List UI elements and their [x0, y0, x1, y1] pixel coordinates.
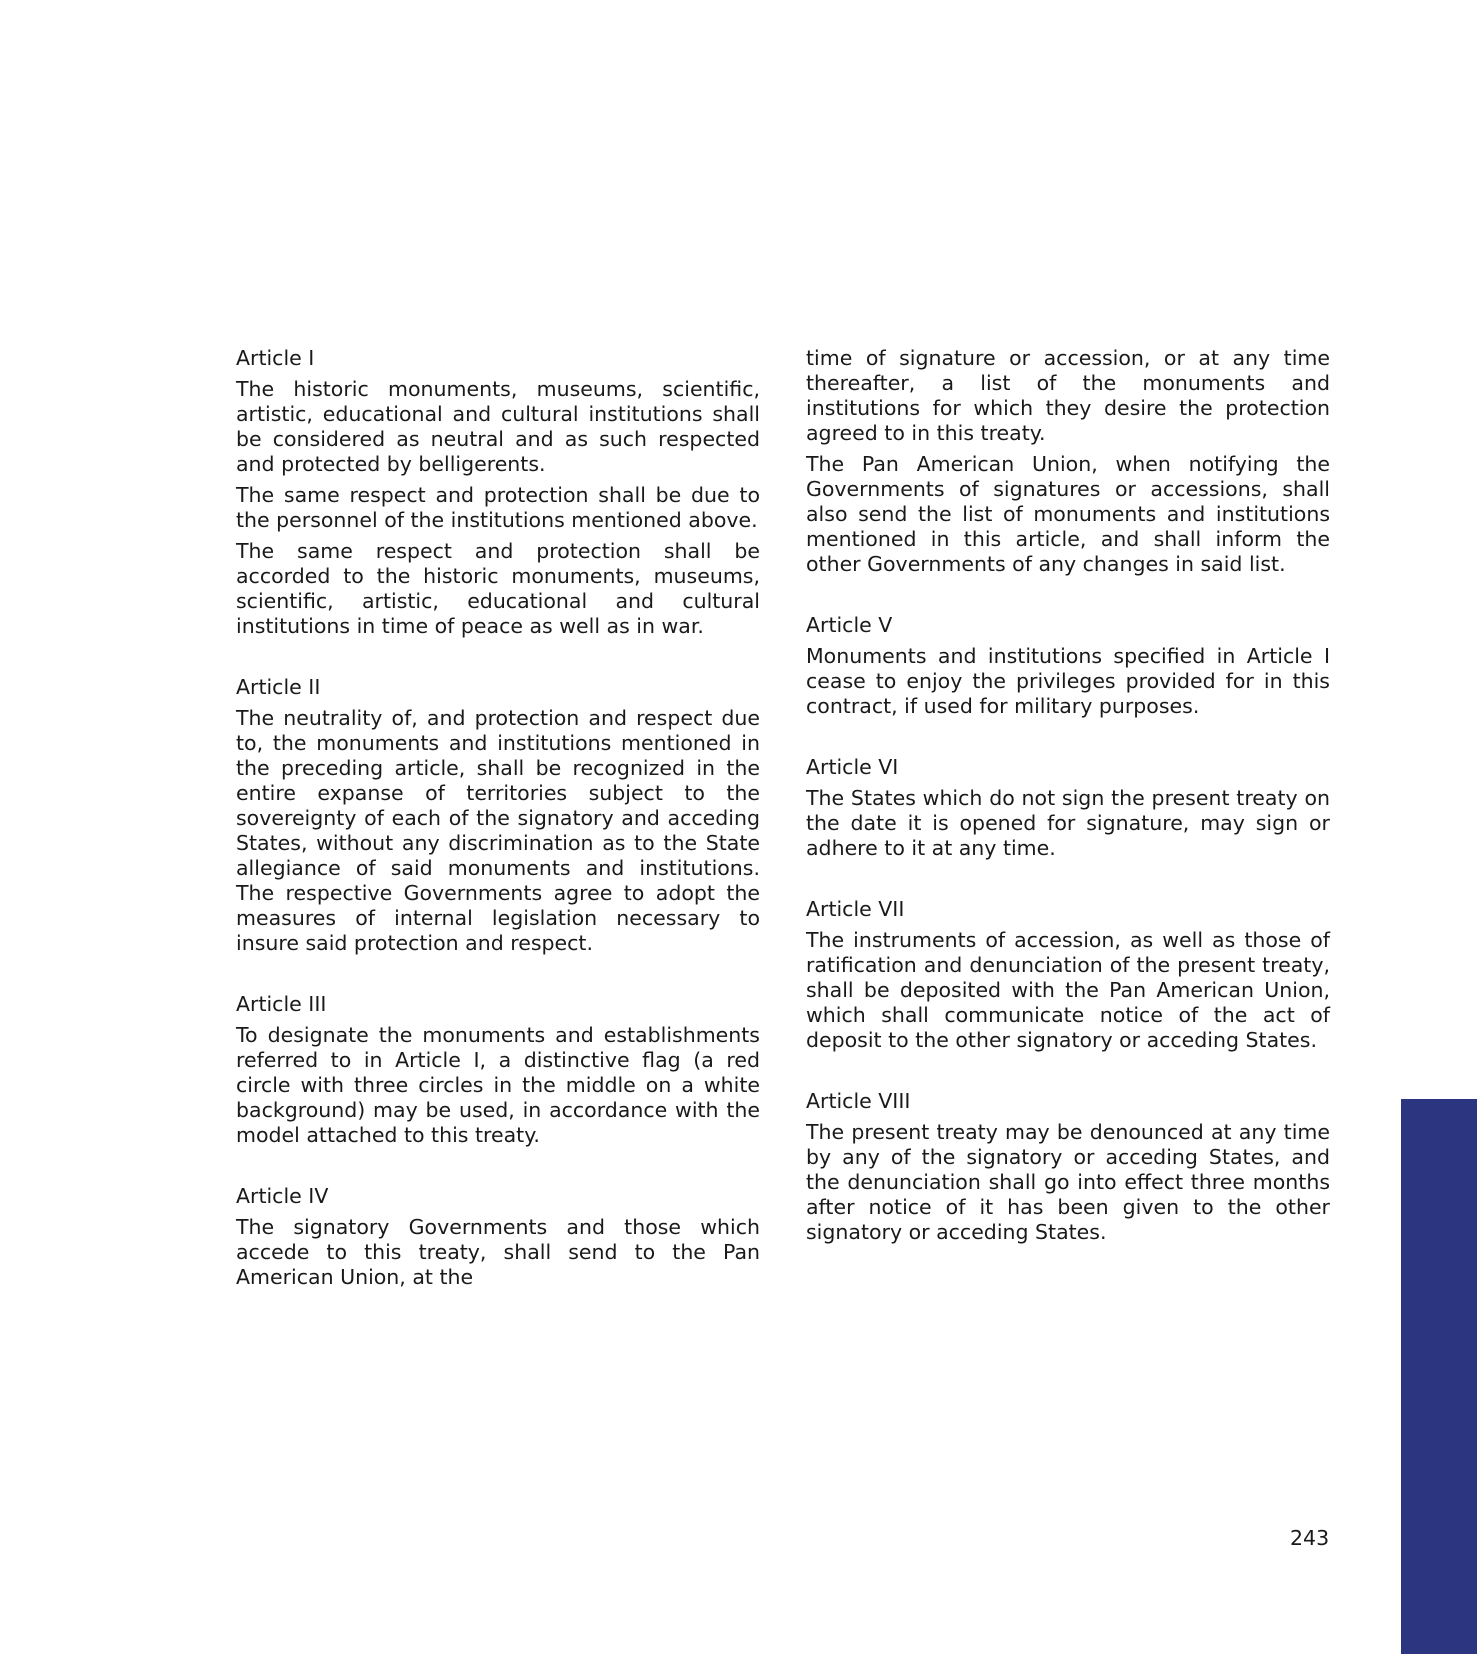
article: [236, 1184, 760, 1290]
article-heading: Article VIII: [806, 1089, 911, 1113]
article-paragraph: time of signature or accession, or at any time thereafter, a list of the monuments and institutions for which they desire the protection agreed to in this treaty.: [806, 346, 1330, 445]
article-paragraph: The neutrality of, and protection and respect due to, the monuments and institutions mentioned in the preceding article, shall be recognized in the entire expanse of territories subject to the sovereignty of each of the signatory and acceding States, without any discrimination as to the State allegiance of said monuments and institutions. The respective Governments agree to adopt the measures of internal legislation necessary to insure said protection and respect.: [236, 706, 760, 955]
article-paragraph: The instruments of accession, as well as those of ratification and denunciation of the present treaty, shall be deposited with the Pan American Union, which shall communicate notice of the act of deposit to the other signatory or acceding States.: [806, 928, 1330, 1052]
article: [806, 897, 1330, 1053]
article-paragraph: The historic monuments, museums, scientific, artistic, educational and cultural institutions shall be considered as neutral and as such respected and protected by belligerents.: [236, 377, 760, 476]
article-paragraph: The same respect and protection shall be due to the personnel of the institutions mentioned above.: [236, 483, 760, 532]
article-heading: Article V: [806, 613, 893, 637]
article-heading: Article IV: [236, 1184, 329, 1208]
article-paragraph: The signatory Governments and those which accede to this treaty, shall send to the Pan American Union, at the: [236, 1215, 760, 1289]
article-heading: Article VII: [806, 897, 905, 921]
article-heading: Article II: [236, 675, 321, 699]
article: [236, 992, 760, 1148]
article: [806, 1089, 1330, 1245]
article: [236, 675, 760, 956]
article-heading: Article III: [236, 992, 327, 1016]
continuation-text: [806, 346, 1330, 577]
article-paragraph: The present treaty may be denounced at any time by any of the signatory or acceding States, and the denunciation shall go into effect three months after notice of it has been given to the other signatory or acceding States.: [806, 1120, 1330, 1244]
article-paragraph: The States which do not sign the present treaty on the date it is opened for signature, may sign or adhere to it at any time.: [806, 786, 1330, 860]
article: [236, 346, 760, 639]
article-paragraph: The same respect and protection shall be accorded to the historic monuments, museums, scientific, artistic, educational and cultural institutions in time of peace as well as in war.: [236, 539, 760, 638]
right-column: [806, 346, 1330, 1281]
left-column: [236, 346, 760, 1326]
article-heading: Article I: [236, 346, 315, 370]
article: [806, 755, 1330, 861]
article-paragraph: The Pan American Union, when notifying the Governments of signatures or accessions, shall also send the list of monuments and institutions mentioned in this article, and shall inform the other Governments of any changes in said list.: [806, 452, 1330, 576]
article: [806, 613, 1330, 719]
side-tab: [1401, 1099, 1477, 1654]
page-number: 243: [1290, 1526, 1330, 1550]
article-paragraph: Monuments and institutions specified in Article I cease to enjoy the privileges provided for in this contract, if used for military purposes.: [806, 644, 1330, 718]
article-heading: Article VI: [806, 755, 899, 779]
article-paragraph: To designate the monuments and establishments referred to in Article I, a distinctive flag (a red circle with three circles in the middle on a white background) may be used, in accordance with the model attached to this treaty.: [236, 1023, 760, 1147]
